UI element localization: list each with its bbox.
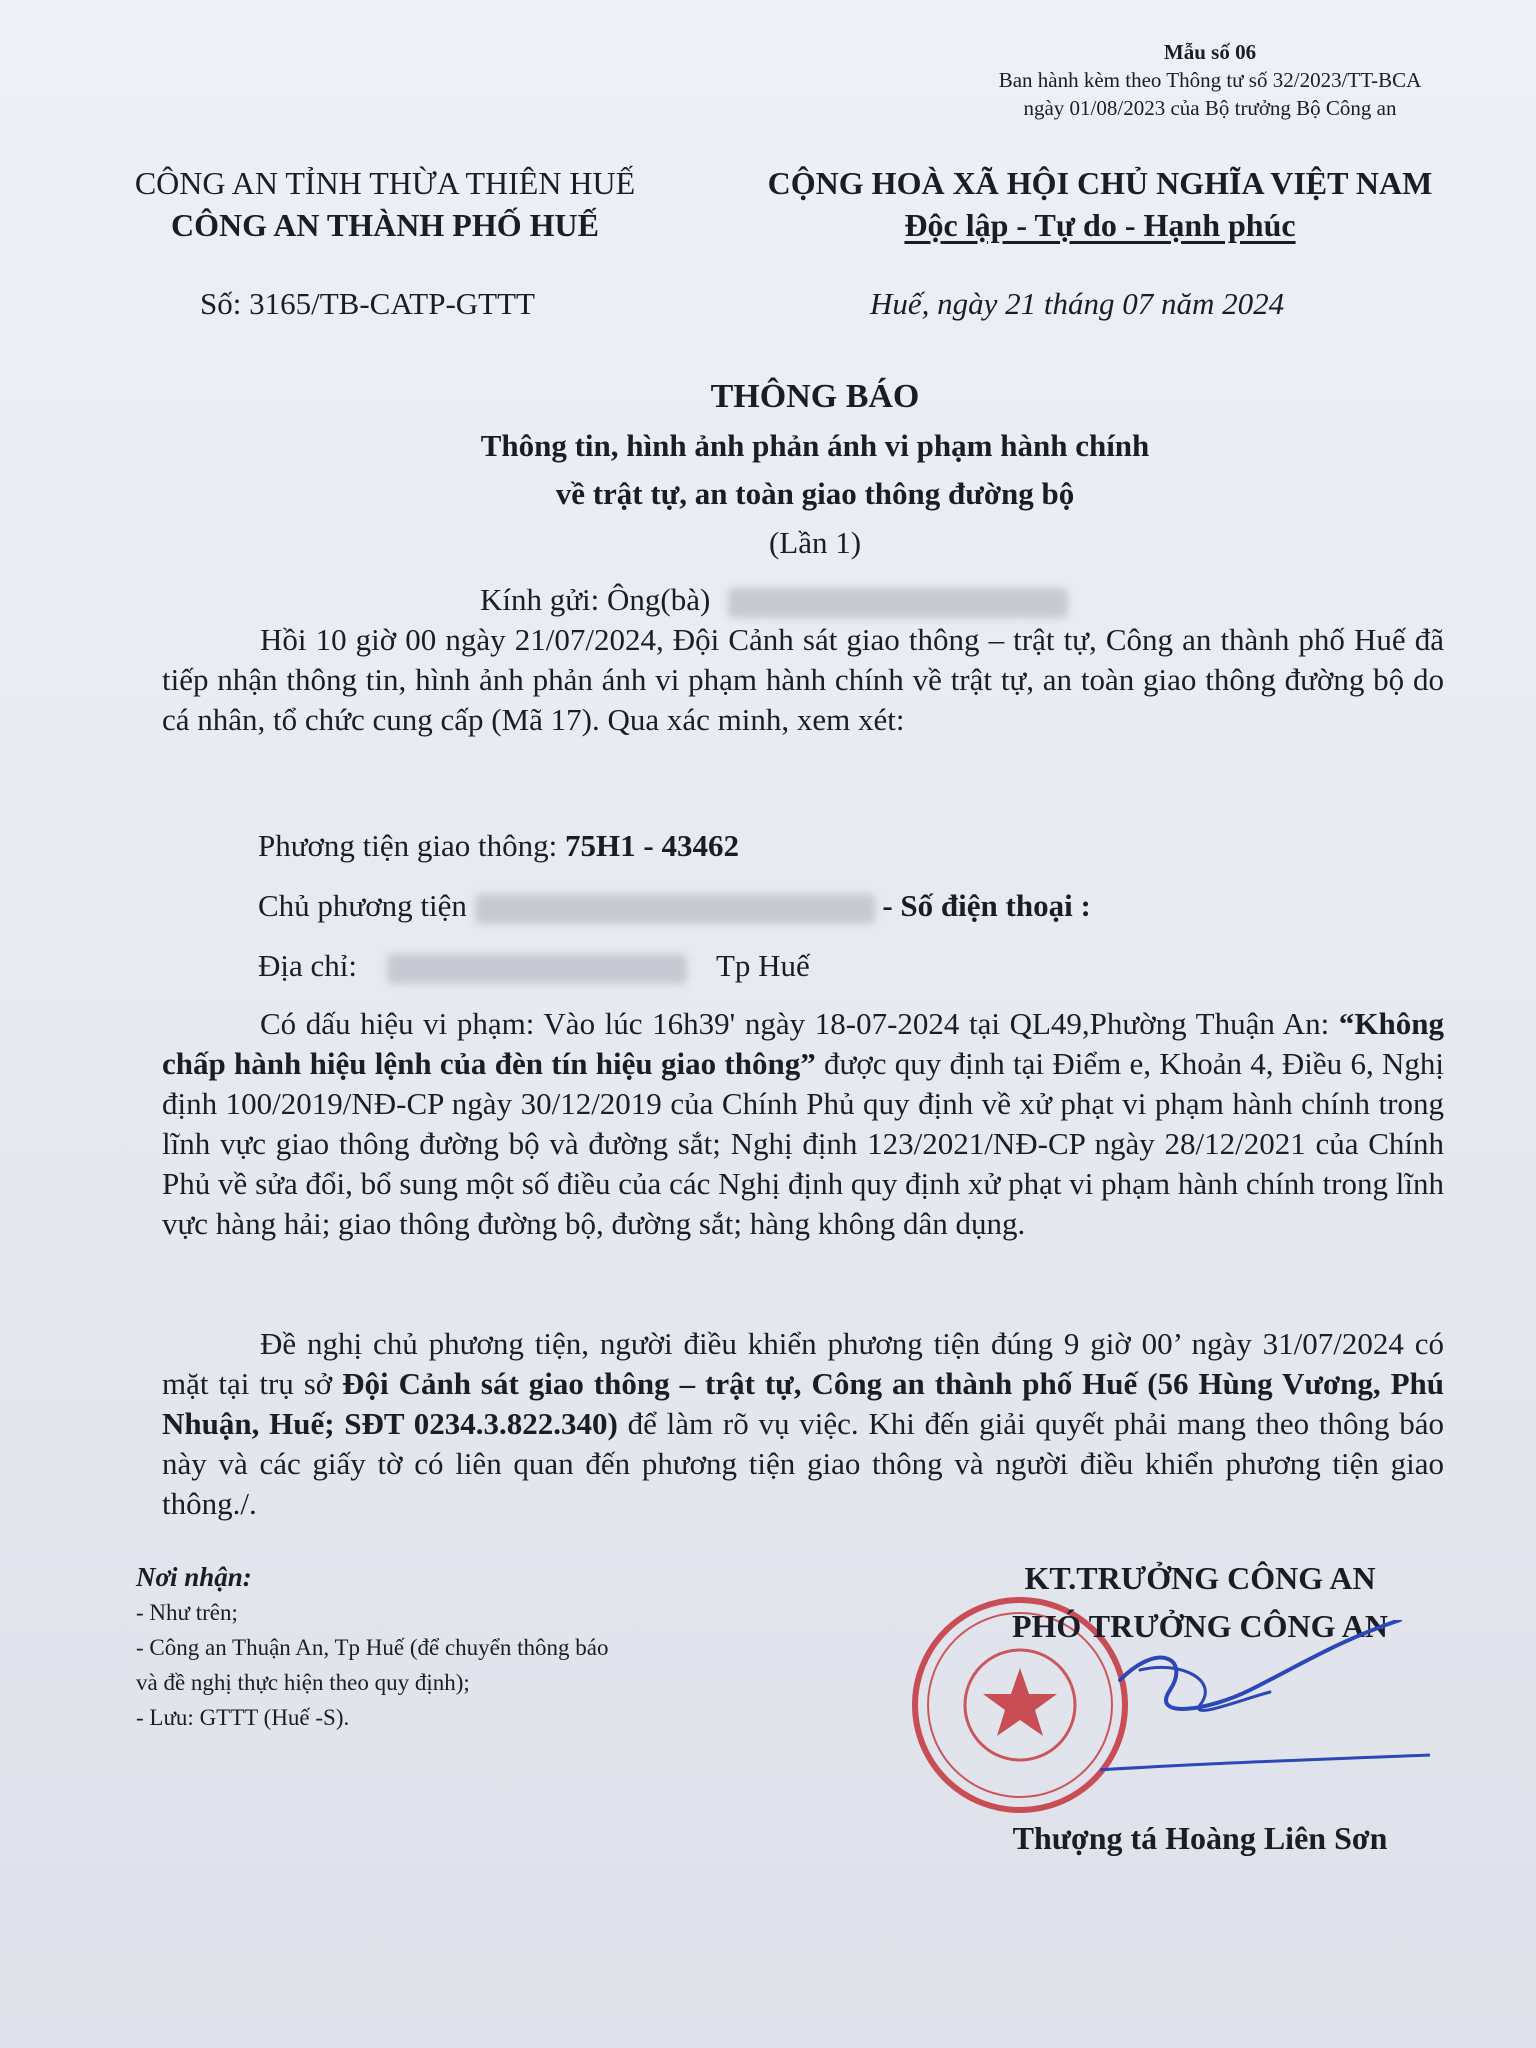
authority-name: CÔNG AN THÀNH PHỐ HUẾ xyxy=(171,207,599,243)
owner-row xyxy=(258,888,1091,924)
issuing-authority xyxy=(90,162,680,246)
intro-paragraph: Hồi 10 giờ 00 ngày 21/07/2024, Đội Cảnh sát giao thông – trật tự, Công an thành phố Huế đã tiếp nhận thông tin, hình ảnh phản ánh vi phạm hành chính về trật tự, an toàn giao thông đường bộ do cá nhân, tổ chức cung cấp (Mã 17). Qua xác minh, xem xét: xyxy=(162,622,1444,737)
request-location: Đội Cảnh sát giao thông – trật tự, Công an thành phố Huế (56 Hùng Vương, Phú Nhuận, Huế; SĐT 0234.3.822.340) xyxy=(162,1366,1444,1441)
document-title: THÔNG BÁO xyxy=(710,378,920,415)
phone-label: - Số điện thoại : xyxy=(882,888,1091,923)
country-name: CỘNG HOÀ XÃ HỘI CHỦ NGHĨA VIỆT NAM xyxy=(767,165,1433,201)
violation-description: “Không chấp hành hiệu lệnh của đèn tín hiệu giao thông” xyxy=(162,1006,1444,1081)
address-row xyxy=(258,948,810,984)
vehicle-row xyxy=(258,828,739,864)
redacted-address xyxy=(387,954,687,984)
recipients-list xyxy=(136,1560,608,1735)
address-label: Địa chỉ: xyxy=(258,948,357,983)
signature-title-line2: PHÓ TRƯỞNG CÔNG AN xyxy=(1011,1608,1388,1644)
redacted-owner-name xyxy=(475,894,875,924)
recipients-heading: Nơi nhận: xyxy=(136,1562,252,1592)
document-number: Số: 3165/TB-CATP-GTTT xyxy=(200,286,535,321)
license-plate: 75H1 - 43462 xyxy=(565,828,739,863)
request-paragraph xyxy=(162,1324,1444,1524)
document-title-block xyxy=(0,372,1536,568)
notice-round: (Lần 1) xyxy=(768,525,862,560)
signature-title-line1: KT.TRƯỞNG CÔNG AN xyxy=(1024,1560,1376,1596)
form-reference xyxy=(860,38,1536,122)
recipient-item: - Lưu: GTTT (Huế -S). xyxy=(136,1705,350,1730)
violation-intro: Có dấu hiệu vi phạm: Vào lúc 16h39' ngày 18-07-2024 tại QL49,Phường Thuận An: xyxy=(260,1006,1339,1041)
redacted-recipient-name xyxy=(728,588,1068,618)
recipient-item: và đề nghị thực hiện theo quy định); xyxy=(136,1670,470,1695)
violation-paragraph xyxy=(162,1004,1444,1244)
request-instructions: để làm rõ vụ việc. Khi đến giải quyết phải mang theo thông báo này và các giấy tờ có liên quan đến phương tiện giao thông và người điều khiển phương tiện giao thông./. xyxy=(162,1406,1444,1521)
document-subtitle-2: về trật tự, an toàn giao thông đường bộ xyxy=(555,476,1075,511)
form-ref-line2: ngày 01/08/2023 của Bộ trưởng Bộ Công an xyxy=(1023,96,1397,120)
vehicle-label: Phương tiện giao thông: xyxy=(258,828,558,863)
request-intro: Đề nghị chủ phương tiện, người điều khiển phương tiện đúng 9 giờ 00’ ngày 31/07/2024 có mặt tại trụ sở xyxy=(162,1326,1444,1401)
form-ref-line1: Ban hành kèm theo Thông tư số 32/2023/TT-BCA xyxy=(998,68,1422,92)
handwritten-signature xyxy=(1100,1620,1430,1790)
owner-label: Chủ phương tiện xyxy=(258,888,467,923)
national-header xyxy=(700,162,1500,246)
authority-parent: CÔNG AN TỈNH THỪA THIÊN HUẾ xyxy=(134,165,636,201)
form-number: Mẫu số 06 xyxy=(1163,40,1257,64)
recipient-label: Kính gửi: Ông(bà) xyxy=(480,582,711,617)
national-motto: Độc lập - Tự do - Hạnh phúc xyxy=(904,207,1296,243)
recipient-line xyxy=(480,582,1068,618)
signer-name: Thượng tá Hoàng Liên Sơn xyxy=(1012,1820,1388,1856)
recipient-item: - Công an Thuận An, Tp Huế (để chuyển thông báo xyxy=(136,1635,609,1660)
address-city: Tp Huế xyxy=(715,948,810,983)
violation-legal-basis: được quy định tại Điểm e, Khoản 4, Điều 6, Nghị định 100/2019/NĐ-CP ngày 30/12/2019 của Chính Phủ quy định về xử phạt vi phạm hành chính trong lĩnh vực giao thông đường bộ và đường sắt; Nghị định 123/2021/NĐ-CP ngày 28/12/2021 của Chính Phủ về sửa đổi, bổ sung một số điều của các Nghị định quy định xử phạt vi phạm hành chính trong lĩnh vực hàng hải; giao thông đường bộ, đường sắt; hàng không dân dụng. xyxy=(162,1046,1445,1241)
recipient-item: - Như trên; xyxy=(136,1600,238,1625)
document-date: Huế, ngày 21 tháng 07 năm 2024 xyxy=(870,286,1285,321)
document-subtitle-1: Thông tin, hình ảnh phản ánh vi phạm hành chính xyxy=(480,428,1150,463)
